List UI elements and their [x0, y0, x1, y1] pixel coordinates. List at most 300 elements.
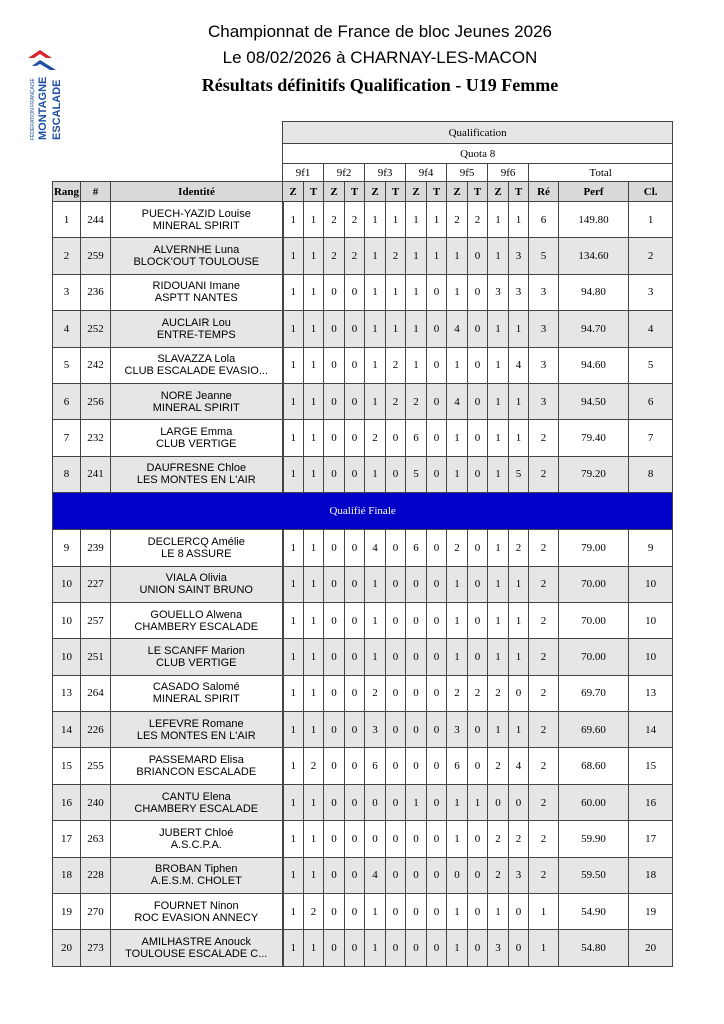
zone-score: 6	[365, 748, 386, 784]
top-score: 1	[386, 202, 406, 238]
perf-cell: 94.50	[559, 383, 629, 419]
bib-cell: 273	[81, 930, 111, 966]
classement-cell: 10	[629, 566, 673, 602]
bib-cell: 256	[81, 383, 111, 419]
top-score: 0	[468, 930, 488, 966]
top-score: 1	[304, 311, 324, 347]
classement-cell: 20	[629, 930, 673, 966]
identity-cell	[111, 383, 283, 419]
perf-cell: 134.60	[559, 238, 629, 274]
reussite-cell: 3	[529, 347, 559, 383]
header-column-row	[53, 182, 673, 202]
zone-score: 1	[447, 566, 468, 602]
bib-cell: 240	[81, 784, 111, 820]
rank-cell: 1	[53, 202, 81, 238]
classement-cell: 19	[629, 894, 673, 930]
table-row	[53, 274, 673, 310]
top-score: 0	[345, 602, 365, 638]
reussite-cell: 1	[529, 894, 559, 930]
top-score: 2	[468, 202, 488, 238]
zone-score: 1	[447, 821, 468, 857]
classement-cell: 13	[629, 675, 673, 711]
reussite-cell: 3	[529, 311, 559, 347]
rank-cell: 9	[53, 530, 81, 566]
perf-cell: 54.90	[559, 894, 629, 930]
top-score: 0	[427, 821, 447, 857]
zone-score: 0	[324, 566, 345, 602]
rank-cell: 5	[53, 347, 81, 383]
athlete-club: MINERAL SPIRIT	[152, 693, 240, 706]
reussite-cell: 2	[529, 857, 559, 893]
top-score: 0	[386, 748, 406, 784]
rank-cell: 7	[53, 420, 81, 456]
perf-cell: 79.40	[559, 420, 629, 456]
col-num: #	[81, 182, 111, 202]
athlete-club: CHAMBERY ESCALADE	[134, 802, 259, 815]
rank-cell: 13	[53, 675, 81, 711]
top-score: 1	[509, 420, 529, 456]
col-t: T	[304, 182, 324, 202]
zone-score: 0	[406, 675, 427, 711]
top-score: 2	[386, 347, 406, 383]
zone-score: 1	[283, 238, 304, 274]
table-row	[53, 930, 673, 966]
athlete-name: NORE Jeanne	[160, 389, 232, 402]
table-row	[53, 530, 673, 566]
top-score: 0	[386, 639, 406, 675]
zone-score: 0	[324, 639, 345, 675]
top-score: 0	[386, 821, 406, 857]
zone-score: 1	[488, 383, 509, 419]
athlete-club: ROC EVASION ANNECY	[134, 911, 259, 924]
top-score: 1	[304, 784, 324, 820]
top-score: 5	[509, 456, 529, 492]
identity-cell	[111, 347, 283, 383]
perf-cell: 68.60	[559, 748, 629, 784]
zone-score: 0	[324, 748, 345, 784]
rank-cell: 2	[53, 238, 81, 274]
top-score: 0	[427, 530, 447, 566]
top-score: 0	[509, 784, 529, 820]
top-score: 0	[386, 675, 406, 711]
top-score: 0	[468, 857, 488, 893]
top-score: 2	[304, 748, 324, 784]
top-score: 0	[345, 383, 365, 419]
top-score: 0	[386, 857, 406, 893]
identity-cell	[111, 566, 283, 602]
zone-score: 1	[283, 311, 304, 347]
rank-cell: 3	[53, 274, 81, 310]
table-row	[53, 602, 673, 638]
perf-cell: 69.60	[559, 712, 629, 748]
top-score: 0	[468, 748, 488, 784]
zone-score: 1	[365, 311, 386, 347]
header-bloc-row	[53, 164, 673, 182]
athlete-club: CLUB VERTIGE	[156, 656, 237, 669]
perf-cell: 94.60	[559, 347, 629, 383]
zone-score: 0	[324, 857, 345, 893]
zone-score: 1	[406, 202, 427, 238]
perf-cell: 79.00	[559, 530, 629, 566]
classement-cell: 10	[629, 639, 673, 675]
zone-score: 1	[365, 274, 386, 310]
identity-cell	[111, 530, 283, 566]
athlete-club: TOULOUSE ESCALADE C...	[125, 948, 268, 961]
athlete-name: DECLERCQ Amélie	[147, 535, 245, 548]
rank-cell: 10	[53, 639, 81, 675]
athlete-name: BROBAN Tiphen	[154, 863, 238, 876]
zone-score: 0	[324, 383, 345, 419]
table-row	[53, 894, 673, 930]
top-score: 0	[345, 347, 365, 383]
zone-score: 1	[283, 857, 304, 893]
svg-text:FÉDÉRATION FRANÇAISE: FÉDÉRATION FRANÇAISE	[30, 78, 36, 140]
reussite-cell: 2	[529, 456, 559, 492]
zone-score: 1	[447, 930, 468, 966]
zone-score: 0	[324, 311, 345, 347]
athlete-club: CLUB VERTIGE	[156, 438, 237, 451]
classement-cell: 17	[629, 821, 673, 857]
classement-cell: 6	[629, 383, 673, 419]
bib-cell: 252	[81, 311, 111, 347]
top-score: 0	[468, 894, 488, 930]
zone-score: 1	[447, 420, 468, 456]
athlete-name: LEFEVRE Romane	[148, 717, 244, 730]
top-score: 0	[345, 311, 365, 347]
col-z: Z	[324, 182, 345, 202]
rank-cell: 10	[53, 566, 81, 602]
zone-score: 0	[406, 857, 427, 893]
perf-cell: 59.90	[559, 821, 629, 857]
identity-cell	[111, 930, 283, 966]
table-row	[53, 748, 673, 784]
top-score: 2	[345, 202, 365, 238]
results-table	[52, 121, 673, 967]
top-score: 0	[427, 274, 447, 310]
bib-cell: 270	[81, 894, 111, 930]
zone-score: 0	[324, 456, 345, 492]
top-score: 0	[427, 748, 447, 784]
zone-score: 1	[283, 202, 304, 238]
classement-cell: 16	[629, 784, 673, 820]
zone-score: 1	[488, 530, 509, 566]
top-score: 1	[304, 602, 324, 638]
reussite-cell: 2	[529, 602, 559, 638]
identity-cell	[111, 748, 283, 784]
zone-score: 1	[447, 602, 468, 638]
classement-cell: 15	[629, 748, 673, 784]
top-score: 0	[427, 894, 447, 930]
identity-cell	[111, 784, 283, 820]
top-score: 1	[427, 238, 447, 274]
zone-score: 1	[488, 202, 509, 238]
bib-cell: 232	[81, 420, 111, 456]
reussite-cell: 5	[529, 238, 559, 274]
top-score: 2	[304, 894, 324, 930]
athlete-name: PASSEMARD Elisa	[148, 754, 244, 767]
zone-score: 3	[488, 930, 509, 966]
table-row	[53, 566, 673, 602]
zone-score: 1	[488, 238, 509, 274]
zone-score: 1	[365, 383, 386, 419]
top-score: 2	[509, 821, 529, 857]
reussite-cell: 3	[529, 383, 559, 419]
zone-score: 2	[488, 857, 509, 893]
athlete-name: CANTU Elena	[161, 790, 231, 803]
zone-score: 0	[406, 894, 427, 930]
zone-score: 1	[447, 784, 468, 820]
top-score: 0	[345, 566, 365, 602]
col-z: Z	[406, 182, 427, 202]
zone-score: 0	[324, 420, 345, 456]
zone-score: 1	[283, 930, 304, 966]
col-z: Z	[283, 182, 304, 202]
classement-cell: 1	[629, 202, 673, 238]
zone-score: 1	[447, 456, 468, 492]
reussite-cell: 3	[529, 274, 559, 310]
zone-score: 0	[406, 566, 427, 602]
top-score: 0	[386, 530, 406, 566]
zone-score: 1	[283, 748, 304, 784]
zone-score: 0	[406, 821, 427, 857]
top-score: 0	[345, 712, 365, 748]
top-score: 0	[427, 347, 447, 383]
table-row	[53, 784, 673, 820]
rank-cell: 4	[53, 311, 81, 347]
top-score: 0	[509, 675, 529, 711]
zone-score: 1	[406, 238, 427, 274]
zone-score: 1	[488, 639, 509, 675]
bib-cell: 244	[81, 202, 111, 238]
top-score: 0	[427, 566, 447, 602]
classement-cell: 4	[629, 311, 673, 347]
classement-cell: 3	[629, 274, 673, 310]
zone-score: 4	[447, 311, 468, 347]
top-score: 0	[345, 530, 365, 566]
zone-score: 0	[488, 784, 509, 820]
qualified-final-separator	[53, 493, 673, 530]
athlete-club: ENTRE-TEMPS	[156, 328, 236, 341]
zone-score: 2	[365, 420, 386, 456]
reussite-cell: 2	[529, 420, 559, 456]
athlete-name: GOUELLO Alwena	[150, 608, 243, 621]
identity-cell	[111, 202, 283, 238]
zone-score: 2	[488, 748, 509, 784]
identity-cell	[111, 456, 283, 492]
zone-score: 1	[365, 639, 386, 675]
zone-score: 5	[406, 456, 427, 492]
top-score: 1	[509, 383, 529, 419]
zone-score: 1	[406, 311, 427, 347]
perf-cell: 94.70	[559, 311, 629, 347]
top-score: 0	[468, 347, 488, 383]
perf-cell: 149.80	[559, 202, 629, 238]
zone-score: 1	[447, 639, 468, 675]
top-score: 1	[304, 857, 324, 893]
top-score: 0	[468, 639, 488, 675]
col-t: T	[468, 182, 488, 202]
rank-cell: 10	[53, 602, 81, 638]
top-score: 1	[304, 383, 324, 419]
zone-score: 1	[365, 456, 386, 492]
zone-score: 1	[488, 602, 509, 638]
top-score: 3	[509, 274, 529, 310]
zone-score: 1	[406, 347, 427, 383]
top-score: 0	[427, 930, 447, 966]
top-score: 1	[386, 311, 406, 347]
top-score: 0	[345, 930, 365, 966]
reussite-cell: 2	[529, 712, 559, 748]
athlete-name: ALVERNHE Luna	[153, 244, 240, 257]
top-score: 1	[509, 311, 529, 347]
top-score: 0	[345, 420, 365, 456]
zone-score: 0	[365, 784, 386, 820]
perf-cell: 94.80	[559, 274, 629, 310]
top-score: 0	[386, 894, 406, 930]
rank-cell: 8	[53, 456, 81, 492]
athlete-club: LES MONTES EN L'AIR	[136, 729, 256, 742]
perf-cell: 70.00	[559, 602, 629, 638]
top-score: 3	[509, 238, 529, 274]
identity-cell	[111, 238, 283, 274]
identity-cell	[111, 712, 283, 748]
athlete-club: CLUB ESCALADE EVASIO...	[124, 365, 268, 378]
athlete-name: LE SCANFF Marion	[147, 644, 245, 657]
athlete-name: AMILHASTRE Anouck	[141, 936, 251, 949]
zone-score: 6	[447, 748, 468, 784]
top-score: 0	[386, 420, 406, 456]
perf-cell: 60.00	[559, 784, 629, 820]
reussite-cell: 2	[529, 639, 559, 675]
table-row	[53, 857, 673, 893]
athlete-name: DAUFRESNE Chloe	[146, 462, 247, 475]
top-score: 0	[468, 456, 488, 492]
zone-score: 1	[283, 383, 304, 419]
top-score: 2	[345, 238, 365, 274]
top-score: 0	[468, 383, 488, 419]
top-score: 2	[509, 530, 529, 566]
reussite-cell: 2	[529, 675, 559, 711]
top-score: 1	[509, 202, 529, 238]
identity-cell	[111, 311, 283, 347]
zone-score: 1	[447, 274, 468, 310]
zone-score: 0	[324, 675, 345, 711]
zone-score: 0	[324, 894, 345, 930]
top-score: 0	[468, 821, 488, 857]
top-score: 0	[427, 602, 447, 638]
top-score: 0	[468, 420, 488, 456]
zone-score: 2	[447, 675, 468, 711]
bloc-header: 9f5	[447, 164, 488, 182]
event-date-location: Le 08/02/2026 à CHARNAY-LES-MACON	[222, 48, 538, 67]
top-score: 0	[345, 456, 365, 492]
zone-score: 1	[365, 602, 386, 638]
zone-score: 0	[324, 784, 345, 820]
col-t: T	[345, 182, 365, 202]
col-rang: Rang	[53, 182, 81, 202]
top-score: 0	[427, 456, 447, 492]
bib-cell: 251	[81, 639, 111, 675]
identity-cell	[111, 602, 283, 638]
athlete-club: CHAMBERY ESCALADE	[134, 620, 259, 633]
table-row	[53, 675, 673, 711]
classement-cell: 10	[629, 602, 673, 638]
classement-cell: 5	[629, 347, 673, 383]
perf-cell: 54.80	[559, 930, 629, 966]
zone-score: 1	[365, 238, 386, 274]
top-score: 1	[304, 456, 324, 492]
svg-text:ESCALADE: ESCALADE	[51, 79, 63, 140]
top-score: 1	[304, 420, 324, 456]
bib-cell: 241	[81, 456, 111, 492]
top-score: 0	[386, 930, 406, 966]
zone-score: 1	[488, 456, 509, 492]
col-z: Z	[488, 182, 509, 202]
zone-score: 0	[365, 821, 386, 857]
top-score: 1	[304, 821, 324, 857]
col-identite: Identité	[111, 182, 283, 202]
top-score: 1	[386, 274, 406, 310]
athlete-club: LE 8 ASSURE	[161, 547, 232, 560]
zone-score: 1	[406, 784, 427, 820]
zone-score: 0	[324, 821, 345, 857]
results-title: Résultats définitifs Qualification - U19 Femme	[201, 75, 559, 95]
col-t: T	[427, 182, 447, 202]
top-score: 0	[509, 894, 529, 930]
top-score: 0	[468, 712, 488, 748]
athlete-name: PUECH-YAZID Louise	[141, 207, 251, 220]
rank-cell: 20	[53, 930, 81, 966]
athlete-name: AUCLAIR Lou	[161, 316, 231, 329]
quota-header: Quota 8	[283, 144, 673, 164]
zone-score: 3	[365, 712, 386, 748]
table-row	[53, 202, 673, 238]
identity-cell	[111, 894, 283, 930]
bloc-header: 9f2	[324, 164, 365, 182]
top-score: 1	[304, 930, 324, 966]
zone-score: 6	[406, 530, 427, 566]
zone-score: 3	[447, 712, 468, 748]
zone-score: 1	[488, 311, 509, 347]
top-score: 0	[427, 383, 447, 419]
athlete-club: BRIANCON ESCALADE	[136, 766, 257, 779]
top-score: 0	[427, 420, 447, 456]
athlete-name: CASADO Salomé	[152, 681, 240, 694]
bib-cell: 263	[81, 821, 111, 857]
top-score: 0	[427, 857, 447, 893]
zone-score: 1	[365, 202, 386, 238]
identity-cell	[111, 857, 283, 893]
header-group-row	[53, 122, 673, 144]
zone-score: 1	[283, 530, 304, 566]
reussite-cell: 2	[529, 784, 559, 820]
top-score: 1	[304, 238, 324, 274]
top-score: 0	[386, 712, 406, 748]
zone-score: 6	[406, 420, 427, 456]
athlete-club: LES MONTES EN L'AIR	[136, 474, 256, 487]
top-score: 1	[304, 347, 324, 383]
col-re: Ré	[529, 182, 559, 202]
zone-score: 1	[488, 712, 509, 748]
rank-cell: 18	[53, 857, 81, 893]
athlete-name: RIDOUANI Imane	[152, 280, 240, 293]
table-row	[53, 639, 673, 675]
top-score: 1	[304, 530, 324, 566]
classement-cell: 14	[629, 712, 673, 748]
top-score: 0	[427, 639, 447, 675]
top-score: 1	[304, 639, 324, 675]
reussite-cell: 2	[529, 530, 559, 566]
